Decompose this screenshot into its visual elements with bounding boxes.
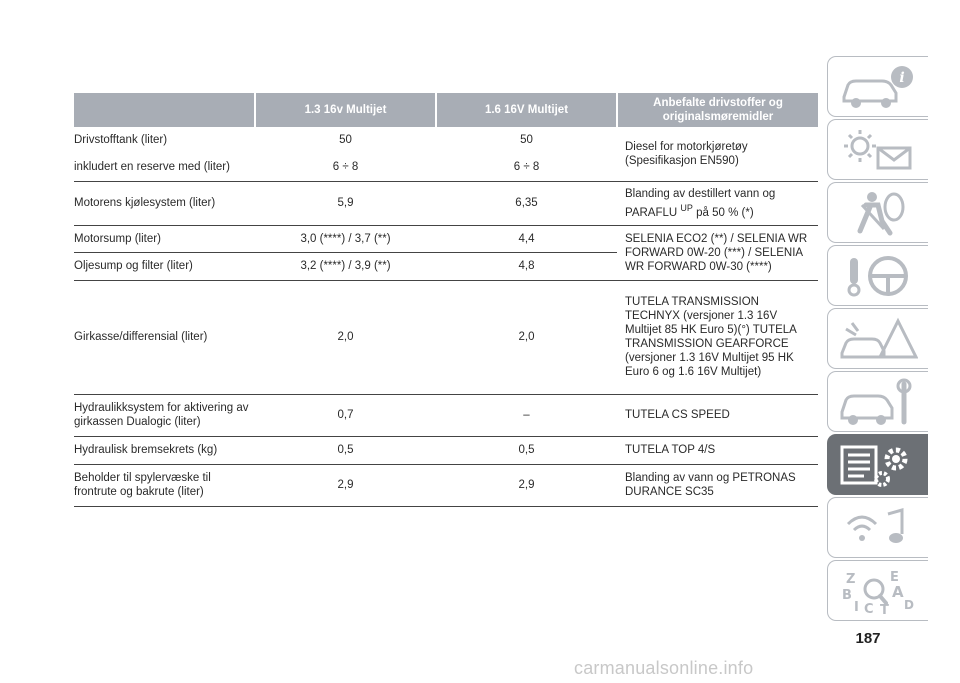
tab-emergency[interactable] xyxy=(827,308,928,369)
watermark: carmanualsonline.info xyxy=(574,658,754,678)
row-value-1-6: 2,0 xyxy=(436,280,617,394)
table-row xyxy=(74,280,818,394)
technical-data-table-container xyxy=(74,93,818,507)
table-row xyxy=(74,127,818,153)
recommendation-washer-fluid: Blanding av vann og PETRONAS DURANCE SC35 xyxy=(617,464,818,506)
key-steering-wheel-icon xyxy=(838,252,918,300)
car-maintenance-wrench-icon xyxy=(838,378,918,426)
row-label: Hydraulikksystem for aktivering av girkassen Dualogic (liter) xyxy=(74,394,255,436)
table-row xyxy=(74,225,818,252)
row-label: Drivstofftank (liter) xyxy=(74,134,168,146)
row-value-1-6: 6,35 xyxy=(436,181,617,225)
row-value-1-6: 4,4 xyxy=(436,225,617,252)
tab-safety[interactable] xyxy=(827,182,928,243)
svg-text:i: i xyxy=(899,70,905,86)
coolant-text-b: på 50 % (*) xyxy=(696,206,754,219)
coolant-superscript: UP xyxy=(680,202,693,213)
tab-index[interactable] xyxy=(827,560,928,621)
recommendation-fuel: Diesel for motorkjøretøy (Spesifikasjon EN590) xyxy=(617,127,818,181)
airbag-safety-icon xyxy=(838,189,918,237)
recommendation-engine-oil: SELENIA ECO2 (**) / SELENIA WR FORWARD 0W-20 (***) / SELENIA WR FORWARD 0W-30 (****) xyxy=(617,225,818,280)
alphabetical-index-search-icon xyxy=(838,567,918,615)
row-value-1-3: 2,9 xyxy=(255,464,436,506)
table-row xyxy=(74,464,818,506)
row-label: Hydraulisk bremsekrets (kg) xyxy=(74,436,255,464)
table-header-row xyxy=(74,93,818,127)
svg-text:I: I xyxy=(854,600,859,615)
row-value-1-3: 2,0 xyxy=(255,280,436,394)
row-value-1-3: 3,0 (****) / 3,7 (**) xyxy=(255,225,436,252)
table-row xyxy=(74,436,818,464)
tab-warning-lights[interactable] xyxy=(827,119,928,180)
specifications-gear-icon xyxy=(838,441,918,489)
row-value-1-3: 0,7 xyxy=(255,394,436,436)
row-value-1-6: 0,5 xyxy=(436,436,617,464)
row-value-1-6: 2,9 xyxy=(436,464,617,506)
header-engine-1-3: 1.3 16v Multijet xyxy=(255,93,436,127)
header-recommended-fluids: Anbefalte drivstoffer og originalsmøremidler xyxy=(617,93,818,127)
svg-text:T: T xyxy=(880,603,889,615)
emergency-warning-icon xyxy=(838,315,918,363)
coolant-text-a: Blanding av destillert vann og PARAFLU xyxy=(625,187,776,219)
row-label: Motorsump (liter) xyxy=(74,225,255,252)
header-engine-1-6: 1.6 16V Multijet xyxy=(436,93,617,127)
header-empty xyxy=(74,93,255,127)
row-value-1-6: – xyxy=(436,394,617,436)
row-value-1-3: 0,5 xyxy=(255,436,436,464)
svg-text:D: D xyxy=(904,598,914,612)
svg-text:B: B xyxy=(842,588,852,603)
recommendation-brake-fluid: TUTELA TOP 4/S xyxy=(617,436,818,464)
svg-text:A: A xyxy=(892,583,904,601)
tab-car-info[interactable] xyxy=(827,56,928,117)
recommendation-coolant xyxy=(617,181,818,225)
row-value-1-3: 50 xyxy=(339,134,352,146)
tab-key-starting[interactable] xyxy=(827,245,928,306)
row-value-1-3: 3,2 (****) / 3,9 (**) xyxy=(255,252,436,280)
row-label: Beholder til spylervæske til frontrute og bakrute (liter) xyxy=(74,464,255,506)
table-row xyxy=(74,181,818,225)
recommendation-dualogic: TUTELA CS SPEED xyxy=(617,394,818,436)
row-label: inkludert en reserve med (liter) xyxy=(74,153,255,181)
tab-technical-data[interactable] xyxy=(827,434,928,495)
row-value-1-6: 4,8 xyxy=(436,252,617,280)
row-value-1-3: 5,9 xyxy=(255,181,436,225)
tab-maintenance[interactable] xyxy=(827,371,928,432)
fluid-capacities-table xyxy=(74,93,818,507)
warning-lights-messages-icon xyxy=(838,126,918,174)
car-info-icon xyxy=(838,63,918,111)
tab-multimedia[interactable] xyxy=(827,497,928,558)
svg-text:E: E xyxy=(890,570,899,585)
row-label: Motorens kjølesystem (liter) xyxy=(74,181,255,225)
row-value-1-6: 6 ÷ 8 xyxy=(436,153,617,181)
row-label: Oljesump og filter (liter) xyxy=(74,252,255,280)
multimedia-music-icon xyxy=(838,504,918,552)
table-row xyxy=(74,394,818,436)
svg-text:C: C xyxy=(864,602,874,615)
row-value-1-3: 6 ÷ 8 xyxy=(255,153,436,181)
page-number: 187 xyxy=(855,630,881,647)
svg-text:Z: Z xyxy=(846,572,856,587)
row-value-1-6: 50 xyxy=(520,134,533,146)
row-label: Girkasse/differensial (liter) xyxy=(74,280,255,394)
recommendation-gearbox: TUTELA TRANSMISSION TECHNYX (versjoner 1.3 16V Multijet 85 HK Euro 5)(°) TUTELA TRANSMISSION GEARFORCE (versjoner 1.3 16V Multijet 95 HK Euro 6 og 1.6 16V Multijet) xyxy=(617,280,818,394)
